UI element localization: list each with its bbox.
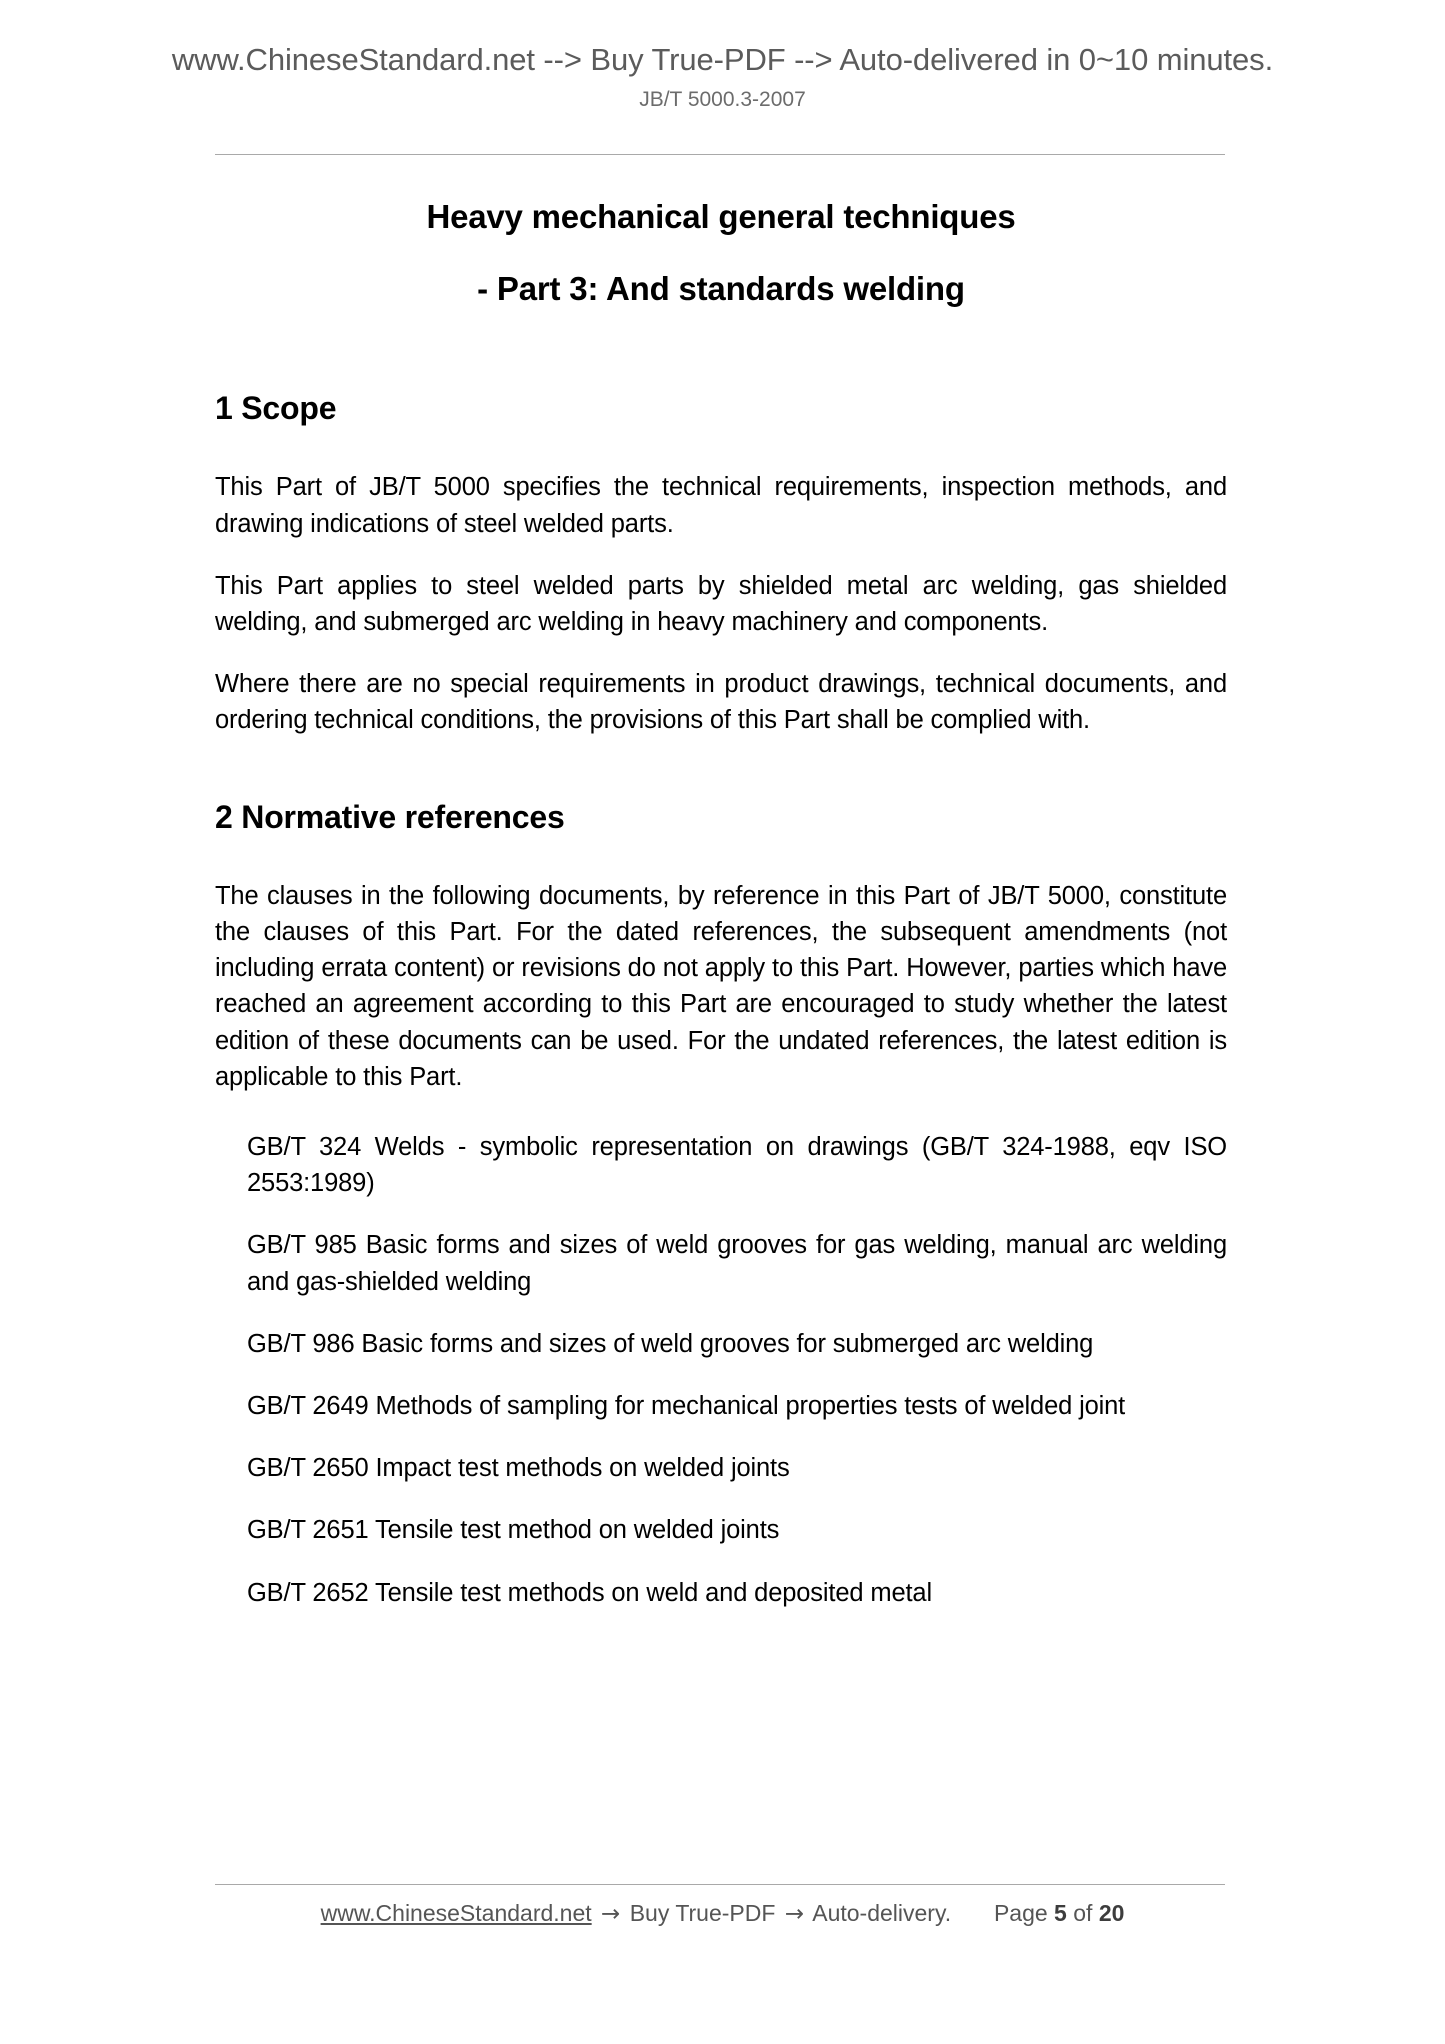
watermark-promo-text: www.ChineseStandard.net --> Buy True-PDF --> Auto-delivered in 0~10 minutes. [171,42,1274,77]
scope-paragraph-2: This Part applies to steel welded parts by shielded metal arc welding, gas shielded welding, and submerged arc welding in heavy machinery and components. [215,571,1227,637]
footer-total-pages: 20 [1098,1900,1125,1926]
list-item: GB/T 2651 Tensile test method on welded joints [247,1516,780,1545]
footer-website-link[interactable]: www.ChineseStandard.net [320,1900,592,1926]
footer-divider [215,1884,1225,1885]
list-item: GB/T 324 Welds - symbolic representation on drawings (GB/T 324-1988, eqv ISO 2553:1989) [247,1132,1227,1198]
section-normative-references [215,799,1227,1611]
header-divider [215,154,1225,155]
section-heading-normative-references: 2 Normative references [215,798,565,835]
scope-paragraph-3: Where there are no special requirements in product drawings, technical documents, and ordering technical conditions, the provisions of this Part shall be complied with. [215,670,1227,735]
footer-delivery-label: Auto-delivery. [812,1900,952,1926]
standard-identifier: JB/T 5000.3-2007 [639,88,806,111]
list-item: GB/T 986 Basic forms and sizes of weld grooves for submerged arc welding [247,1329,1094,1358]
document-title-line-2: - Part 3: And standards welding [477,270,965,308]
arrow-right-icon: → [784,1901,805,1927]
page-header-watermark [0,0,1445,112]
list-item: GB/T 2652 Tensile test methods on weld and deposited metal [247,1578,932,1607]
footer-page-label: Page [993,1900,1048,1926]
footer-buy-label: Buy True-PDF [629,1900,776,1926]
normative-reference-list [215,1129,1227,1611]
list-item: GB/T 2649 Methods of sampling for mechanical properties tests of welded joint [247,1391,1126,1420]
normative-references-intro: The clauses in the following documents, by reference in this Part of JB/T 5000, constitute the clauses of this Part. For the dated references, the subsequent amendments (not including errata content) or revisions do not apply to this Part. However, parties which have reached an agreement according to this Part are encouraged to study whether the latest edition of these documents can be used. For the undated references, the latest edition is applicable to this Part. [215,881,1227,1091]
list-item: GB/T 985 Basic forms and sizes of weld grooves for gas welding, manual arc welding and gas-shielded welding [247,1231,1227,1296]
arrow-right-icon: → [601,1901,621,1927]
scope-paragraph-1: This Part of JB/T 5000 specifies the technical requirements, inspection methods, and drawing indications of steel welded parts. [215,473,1227,538]
footer-page-number: 5 [1054,1900,1067,1926]
section-heading-scope: 1 Scope [215,390,337,427]
document-content [215,196,1227,1611]
list-item: GB/T 2650 Impact test methods on welded joints [247,1454,790,1483]
document-title-line-1: Heavy mechanical general techniques [426,198,1016,235]
document-title [215,196,1227,310]
footer-of-label: of [1073,1900,1093,1926]
page-footer [0,1900,1445,1927]
section-scope [215,390,1227,738]
